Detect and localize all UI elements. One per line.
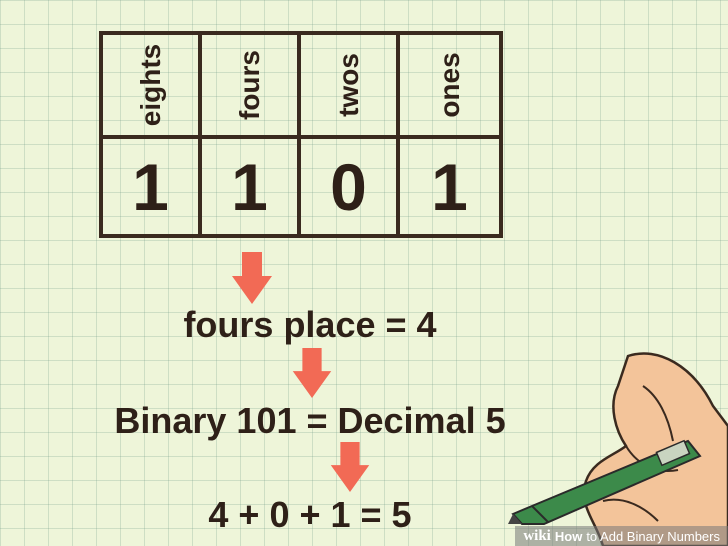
header-eights [103,35,202,139]
header-label: ones [433,52,465,118]
brand-how: How [554,528,583,544]
digit-ones: 1 [431,149,468,224]
header-label: eights [134,43,166,127]
down-arrow-icon [232,252,272,304]
digit-eights: 1 [103,139,202,234]
header-fours [202,35,301,139]
digit-twos: 0 [301,139,400,234]
hand-holding-pen-icon [508,346,728,546]
header-ones [400,35,499,139]
brand-wiki: wiki [523,527,551,544]
wikihow-footer [515,526,728,546]
header-label: fours [233,50,265,120]
down-arrow-icon [292,348,332,398]
article-title: to Add Binary Numbers [586,528,720,544]
step-fours-place: fours place = 4 [183,304,437,345]
header-twos [301,35,400,139]
down-arrow-icon [330,442,370,492]
digit-fours: 1 [202,139,301,234]
header-label: twos [332,53,364,117]
step-binary-decimal: Binary 101 = Decimal 5 [114,400,506,441]
step-sum: 4 + 0 + 1 = 5 [208,494,412,535]
place-value-table [99,31,503,238]
